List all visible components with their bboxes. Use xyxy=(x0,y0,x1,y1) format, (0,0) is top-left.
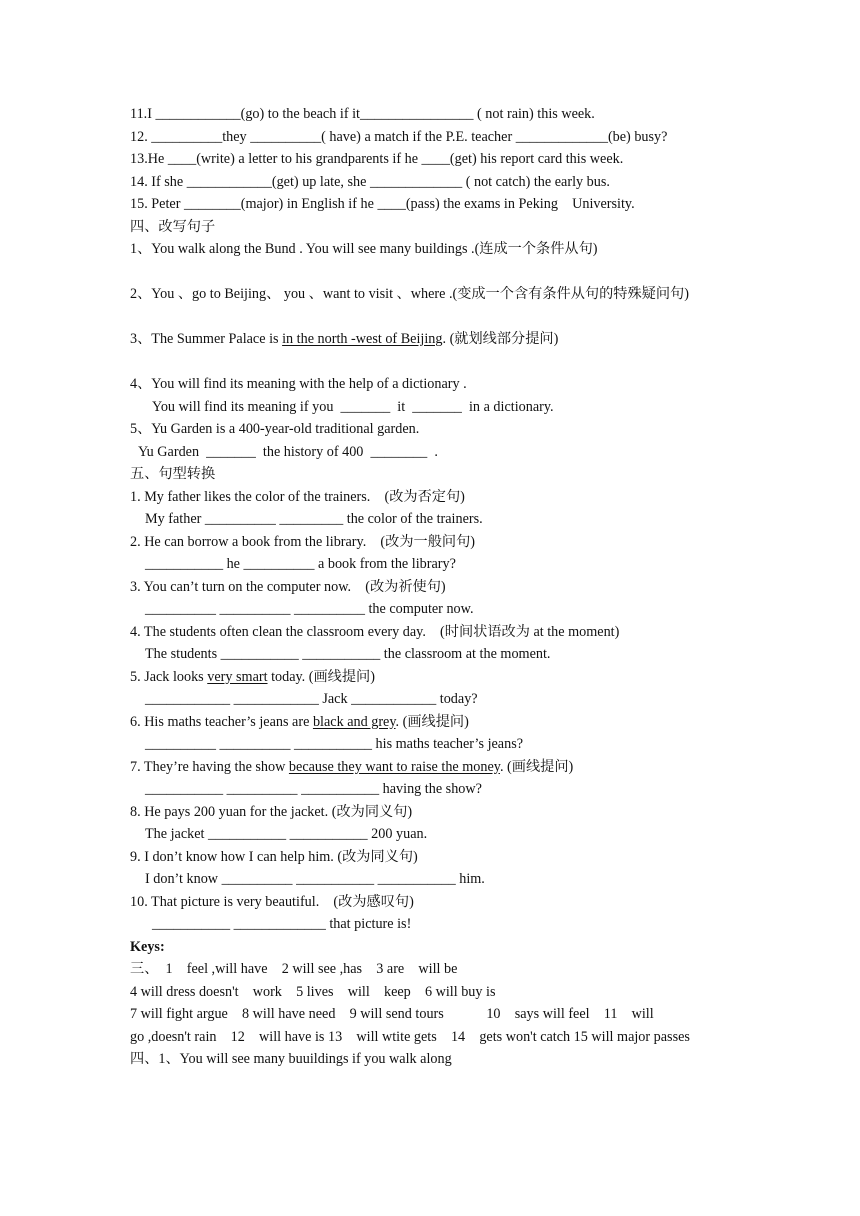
transform-question-3: 3. You can’t turn on the computer now. (改为祈使句) xyxy=(130,578,446,595)
underlined-phrase: very smart xyxy=(207,668,268,685)
rewrite-question-2: 2、You 、go to Beijing、 you 、want to visit 、where .(变成一个含有条件从句的特殊疑问句) xyxy=(130,286,689,302)
rewrite-question-5: 5、Yu Garden is a 400-year-old traditional garden. xyxy=(130,421,420,437)
transform-answer-5: ____________ ____________ Jack ____________ today? xyxy=(145,691,478,707)
answer-space xyxy=(130,306,740,329)
question-text: 7. They’re having the show xyxy=(130,758,289,775)
rewrite-question-4: 4、You will find its meaning with the help of a dictionary . xyxy=(130,376,467,392)
question-instruction: . (画线提问) xyxy=(395,713,469,730)
transform-answer-8: The jacket ___________ ___________ 200 yuan. xyxy=(145,826,428,842)
keys-line-2: 4 will dress doesn't work 5 lives will keep 6 will buy is xyxy=(130,983,496,1000)
question-instruction: . (就划线部分提问) xyxy=(442,331,559,347)
transform-answer-1: My father __________ _________ the color of the trainers. xyxy=(145,511,483,527)
exercise-15: 15. Peter ________(major) in English if he ____(pass) the exams in Peking University. xyxy=(130,196,635,212)
answer-space xyxy=(130,351,740,374)
exercise-13: 13.He ____(write) a letter to his grandparents if he ____(get) his report card this week. xyxy=(130,151,624,167)
underlined-phrase: in the north -west of Beijing xyxy=(282,331,443,347)
transform-question-5 xyxy=(130,666,740,689)
question-text: 6. His maths teacher’s jeans are xyxy=(130,713,313,730)
transform-question-7 xyxy=(130,756,740,779)
keys-line-4: go ,doesn't rain 12 will have is 13 will wtite gets 14 gets won't catch 15 will major passes xyxy=(130,1028,690,1045)
keys-heading: Keys: xyxy=(130,938,165,955)
keys-line-5: 四、1、You will see many buuildings if you walk along xyxy=(130,1051,452,1067)
keys-line-3: 7 will fight argue 8 will have need 9 will send tours 10 says will feel 11 will xyxy=(130,1006,654,1022)
transform-question-10: 10. That picture is very beautiful. (改为感叹句) xyxy=(130,893,414,910)
question-text: 5. Jack looks xyxy=(130,668,208,685)
section-4-heading: 四、改写句子 xyxy=(130,218,216,235)
transform-question-8: 8. He pays 200 yuan for the jacket. (改为同义句) xyxy=(130,803,413,820)
keys-line-1: 三、 1 feel ,will have 2 will see ,has 3 are will be xyxy=(130,961,458,977)
transform-answer-6: __________ __________ ___________ his maths teacher’s jeans? xyxy=(145,736,524,752)
question-text: 3、The Summer Palace is xyxy=(130,331,283,347)
rewrite-answer-4: You will find its meaning if you _______ it _______ in a dictionary. xyxy=(152,398,554,415)
question-instruction: . (画线提问) xyxy=(499,758,574,775)
transform-question-6 xyxy=(130,711,740,734)
exercise-14: 14. If she ____________(get) up late, she _____________ ( not catch) the early bus. xyxy=(130,173,610,190)
transform-question-2: 2. He can borrow a book from the library. (改为一般问句) xyxy=(130,533,476,550)
transform-answer-10: ___________ _____________ that picture is! xyxy=(152,916,412,932)
rewrite-question-1: 1、You walk along the Bund . You will see many buildings .(连成一个条件从句) xyxy=(130,241,598,257)
section-5-heading: 五、句型转换 xyxy=(130,466,216,482)
transform-answer-3: __________ __________ __________ the computer now. xyxy=(145,601,474,617)
transform-answer-9: I don’t know __________ ___________ ___________ him. xyxy=(145,871,485,887)
rewrite-answer-5: Yu Garden _______ the history of 400 ________ . xyxy=(138,443,438,460)
transform-answer-2: ___________ he __________ a book from the library? xyxy=(145,556,456,572)
exercise-12: 12. __________they __________( have) a match if the P.E. teacher _____________(be) busy? xyxy=(130,128,668,145)
transform-answer-4: The students ___________ ___________ the classroom at the moment. xyxy=(145,646,551,662)
answer-space xyxy=(130,261,740,284)
rewrite-question-3 xyxy=(130,328,740,351)
underlined-phrase: because they want to raise the money xyxy=(288,758,500,775)
exercise-11: 11.I ____________(go) to the beach if it________________ ( not rain) this week. xyxy=(130,106,595,122)
transform-answer-7: ___________ __________ ___________ having the show? xyxy=(145,781,482,797)
underlined-phrase: black and grey xyxy=(312,713,396,730)
transform-question-4: 4. The students often clean the classroom every day. (时间状语改为 at the moment) xyxy=(130,623,620,640)
document-body xyxy=(130,103,740,1071)
transform-question-9: 9. I don’t know how I can help him. (改为同义句) xyxy=(130,848,418,865)
question-instruction: today. (画线提问) xyxy=(267,668,375,685)
transform-question-1: 1. My father likes the color of the trainers. (改为否定句) xyxy=(130,488,465,505)
